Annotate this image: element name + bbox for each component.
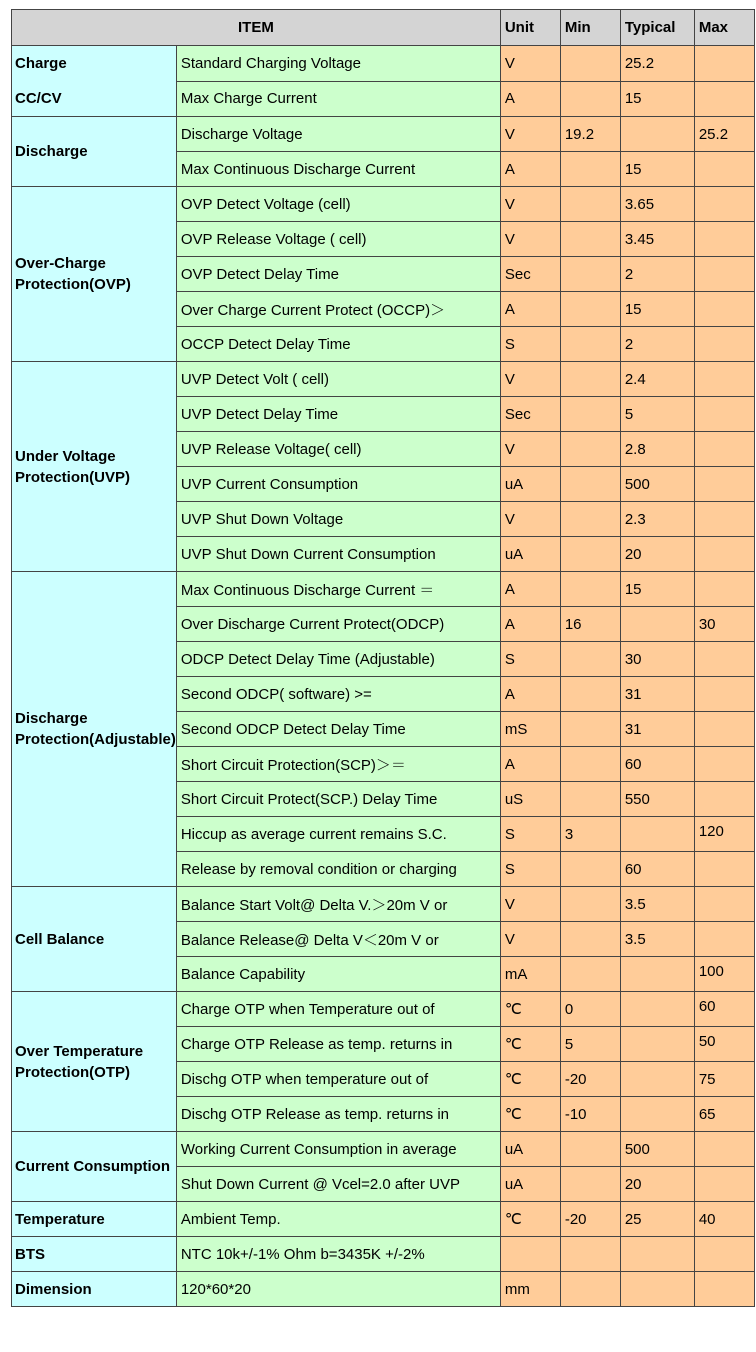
max-cell [694, 257, 754, 292]
typical-cell: 2 [620, 257, 694, 292]
typical-cell [620, 957, 694, 992]
category-cell: Temperature [12, 1202, 177, 1237]
max-cell [694, 747, 754, 782]
category-cell: Over-Charge Protection(OVP) [12, 187, 177, 362]
max-cell [694, 222, 754, 257]
typical-cell [620, 992, 694, 1027]
item-cell: Charge OTP when Temperature out of [176, 992, 500, 1027]
max-cell [694, 852, 754, 887]
min-cell [560, 1272, 620, 1307]
item-cell: OVP Release Voltage ( cell) [176, 222, 500, 257]
category-cell: Discharge Protection(Adjustable) [12, 572, 177, 887]
unit-cell: V [500, 222, 560, 257]
typical-cell: 2.4 [620, 362, 694, 397]
min-cell [560, 81, 620, 117]
typical-cell: 3.65 [620, 187, 694, 222]
category-cell: Discharge [12, 117, 177, 187]
item-cell: Standard Charging Voltage [176, 46, 500, 82]
min-cell [560, 572, 620, 607]
min-cell: -20 [560, 1202, 620, 1237]
max-cell [694, 152, 754, 187]
max-cell [694, 537, 754, 572]
typical-cell [620, 607, 694, 642]
spec-table [11, 9, 755, 1307]
min-cell [560, 327, 620, 362]
item-cell: Hiccup as average current remains S.C. [176, 817, 500, 852]
item-cell: UVP Release Voltage( cell) [176, 432, 500, 467]
item-cell: Second ODCP Detect Delay Time [176, 712, 500, 747]
unit-cell: V [500, 887, 560, 922]
item-cell: UVP Detect Volt ( cell) [176, 362, 500, 397]
typical-cell: 2 [620, 327, 694, 362]
min-cell [560, 222, 620, 257]
min-cell: -10 [560, 1097, 620, 1132]
table-row [12, 1202, 755, 1237]
typical-cell: 60 [620, 852, 694, 887]
table-row [12, 362, 755, 397]
unit-cell: ℃ [500, 1062, 560, 1097]
typical-cell [620, 1027, 694, 1062]
min-cell: -20 [560, 1062, 620, 1097]
max-cell [694, 642, 754, 677]
item-cell: Shut Down Current @ Vcel=2.0 after UVP [176, 1167, 500, 1202]
unit-cell: ℃ [500, 1097, 560, 1132]
max-cell [694, 467, 754, 502]
max-cell: 50 [694, 1027, 754, 1062]
max-cell: 100 [694, 957, 754, 992]
min-cell [560, 1237, 620, 1272]
item-cell: Balance Capability [176, 957, 500, 992]
unit-cell: S [500, 642, 560, 677]
typical-cell [620, 1272, 694, 1307]
min-cell [560, 712, 620, 747]
unit-cell: Sec [500, 257, 560, 292]
item-cell: OCCP Detect Delay Time [176, 327, 500, 362]
item-cell: Second ODCP( software) >= [176, 677, 500, 712]
max-cell [694, 712, 754, 747]
unit-cell: ℃ [500, 1202, 560, 1237]
unit-cell: V [500, 362, 560, 397]
typical-cell: 25.2 [620, 46, 694, 82]
table-row [12, 572, 755, 607]
max-cell: 75 [694, 1062, 754, 1097]
header-typical: Typical [620, 10, 694, 46]
item-cell: Dischg OTP Release as temp. returns in [176, 1097, 500, 1132]
unit-cell: uA [500, 537, 560, 572]
table-row [12, 992, 755, 1027]
max-cell: 40 [694, 1202, 754, 1237]
min-cell [560, 502, 620, 537]
category-cell: Current Consumption [12, 1132, 177, 1202]
category-cell: Cell Balance [12, 887, 177, 992]
unit-cell: uA [500, 1167, 560, 1202]
max-cell: 30 [694, 607, 754, 642]
min-cell: 0 [560, 992, 620, 1027]
unit-cell: A [500, 572, 560, 607]
min-cell [560, 152, 620, 187]
table-row [12, 46, 755, 82]
min-cell: 19.2 [560, 117, 620, 152]
max-cell: 60 [694, 992, 754, 1027]
header-row [12, 10, 755, 46]
max-cell [694, 572, 754, 607]
item-cell: Balance Start Volt@ Delta V.＞20m V or [176, 887, 500, 922]
max-cell [694, 1132, 754, 1167]
item-cell: Ambient Temp. [176, 1202, 500, 1237]
min-cell [560, 467, 620, 502]
min-cell [560, 642, 620, 677]
table-row [12, 117, 755, 152]
unit-cell: S [500, 817, 560, 852]
typical-cell: 3.45 [620, 222, 694, 257]
typical-cell: 15 [620, 152, 694, 187]
header-max: Max [694, 10, 754, 46]
min-cell [560, 397, 620, 432]
typical-cell [620, 117, 694, 152]
max-cell [694, 397, 754, 432]
typical-cell: 3.5 [620, 887, 694, 922]
item-cell: UVP Detect Delay Time [176, 397, 500, 432]
typical-cell: 5 [620, 397, 694, 432]
typical-cell: 30 [620, 642, 694, 677]
item-cell: Discharge Voltage [176, 117, 500, 152]
max-cell [694, 327, 754, 362]
typical-cell [620, 817, 694, 852]
max-cell: 120 [694, 817, 754, 852]
item-cell: OVP Detect Delay Time [176, 257, 500, 292]
typical-cell: 25 [620, 1202, 694, 1237]
item-cell: ODCP Detect Delay Time (Adjustable) [176, 642, 500, 677]
header-item: ITEM [12, 10, 501, 46]
min-cell [560, 782, 620, 817]
unit-cell: uS [500, 782, 560, 817]
min-cell [560, 887, 620, 922]
max-cell [694, 887, 754, 922]
min-cell [560, 187, 620, 222]
item-cell: UVP Current Consumption [176, 467, 500, 502]
max-cell [694, 1237, 754, 1272]
category-label: Charge [15, 55, 67, 72]
min-cell [560, 957, 620, 992]
max-cell [694, 1272, 754, 1307]
unit-cell: ℃ [500, 992, 560, 1027]
item-cell: NTC 10k+/-1% Ohm b=3435K +/-2% [176, 1237, 500, 1272]
unit-cell: S [500, 852, 560, 887]
min-cell [560, 537, 620, 572]
typical-cell [620, 1237, 694, 1272]
unit-cell: uA [500, 467, 560, 502]
item-cell: Balance Release@ Delta V＜20m V or [176, 922, 500, 957]
typical-cell: 31 [620, 712, 694, 747]
typical-cell: 20 [620, 537, 694, 572]
max-cell [694, 362, 754, 397]
unit-cell: V [500, 922, 560, 957]
min-cell [560, 747, 620, 782]
max-cell [694, 81, 754, 117]
min-cell [560, 292, 620, 327]
item-cell: Short Circuit Protect(SCP.) Delay Time [176, 782, 500, 817]
unit-cell: A [500, 81, 560, 117]
typical-cell: 550 [620, 782, 694, 817]
max-cell [694, 1167, 754, 1202]
unit-cell: uA [500, 1132, 560, 1167]
unit-cell: V [500, 432, 560, 467]
header-unit: Unit [500, 10, 560, 46]
max-cell: 65 [694, 1097, 754, 1132]
unit-cell [500, 1237, 560, 1272]
header-min: Min [560, 10, 620, 46]
table-row [12, 187, 755, 222]
item-cell: Over Charge Current Protect (OCCP)＞ [176, 292, 500, 327]
unit-cell: A [500, 677, 560, 712]
typical-cell: 15 [620, 572, 694, 607]
unit-cell: A [500, 607, 560, 642]
unit-cell: Sec [500, 397, 560, 432]
item-cell: 120*60*20 [176, 1272, 500, 1307]
spec-body [12, 46, 755, 1307]
category-cell: Over Temperature Protection(OTP) [12, 992, 177, 1132]
max-cell [694, 782, 754, 817]
typical-cell: 15 [620, 292, 694, 327]
min-cell [560, 1167, 620, 1202]
table-row [12, 1272, 755, 1307]
item-cell: Short Circuit Protection(SCP)＞＝ [176, 747, 500, 782]
typical-cell [620, 1062, 694, 1097]
unit-cell: V [500, 187, 560, 222]
unit-cell: A [500, 152, 560, 187]
unit-cell: S [500, 327, 560, 362]
unit-cell: V [500, 117, 560, 152]
item-cell: UVP Shut Down Voltage [176, 502, 500, 537]
item-cell: Release by removal condition or charging [176, 852, 500, 887]
category-cell: Under Voltage Protection(UVP) [12, 362, 177, 572]
typical-cell: 2.3 [620, 502, 694, 537]
min-cell: 16 [560, 607, 620, 642]
min-cell: 3 [560, 817, 620, 852]
typical-cell: 500 [620, 467, 694, 502]
typical-cell: 20 [620, 1167, 694, 1202]
table-row [12, 1237, 755, 1272]
min-cell [560, 922, 620, 957]
item-cell: Max Continuous Discharge Current ＝ [176, 572, 500, 607]
typical-cell: 15 [620, 81, 694, 117]
typical-cell: 2.8 [620, 432, 694, 467]
max-cell [694, 922, 754, 957]
item-cell: Working Current Consumption in average [176, 1132, 500, 1167]
min-cell [560, 432, 620, 467]
typical-cell: 500 [620, 1132, 694, 1167]
typical-cell: 60 [620, 747, 694, 782]
max-cell [694, 292, 754, 327]
min-cell [560, 852, 620, 887]
unit-cell: mS [500, 712, 560, 747]
min-cell [560, 1132, 620, 1167]
typical-cell [620, 1097, 694, 1132]
item-cell: Max Charge Current [176, 81, 500, 117]
typical-cell: 31 [620, 677, 694, 712]
min-cell [560, 257, 620, 292]
unit-cell: V [500, 502, 560, 537]
category-cell [12, 46, 177, 117]
item-cell: Over Discharge Current Protect(ODCP) [176, 607, 500, 642]
max-cell [694, 432, 754, 467]
item-cell: UVP Shut Down Current Consumption [176, 537, 500, 572]
max-cell [694, 187, 754, 222]
item-cell: Charge OTP Release as temp. returns in [176, 1027, 500, 1062]
max-cell [694, 46, 754, 82]
unit-cell: ℃ [500, 1027, 560, 1062]
min-cell: 5 [560, 1027, 620, 1062]
max-cell [694, 677, 754, 712]
table-row [12, 887, 755, 922]
unit-cell: mm [500, 1272, 560, 1307]
unit-cell: A [500, 292, 560, 327]
table-row [12, 1132, 755, 1167]
category-cell: BTS [12, 1237, 177, 1272]
category-cell: Dimension [12, 1272, 177, 1307]
item-cell: Dischg OTP when temperature out of [176, 1062, 500, 1097]
max-cell: 25.2 [694, 117, 754, 152]
typical-cell: 3.5 [620, 922, 694, 957]
min-cell [560, 362, 620, 397]
item-cell: OVP Detect Voltage (cell) [176, 187, 500, 222]
unit-cell: mA [500, 957, 560, 992]
min-cell [560, 46, 620, 82]
item-cell: Max Continuous Discharge Current [176, 152, 500, 187]
unit-cell: A [500, 747, 560, 782]
unit-cell: V [500, 46, 560, 82]
min-cell [560, 677, 620, 712]
category-label: CC/CV [15, 90, 62, 107]
max-cell [694, 502, 754, 537]
